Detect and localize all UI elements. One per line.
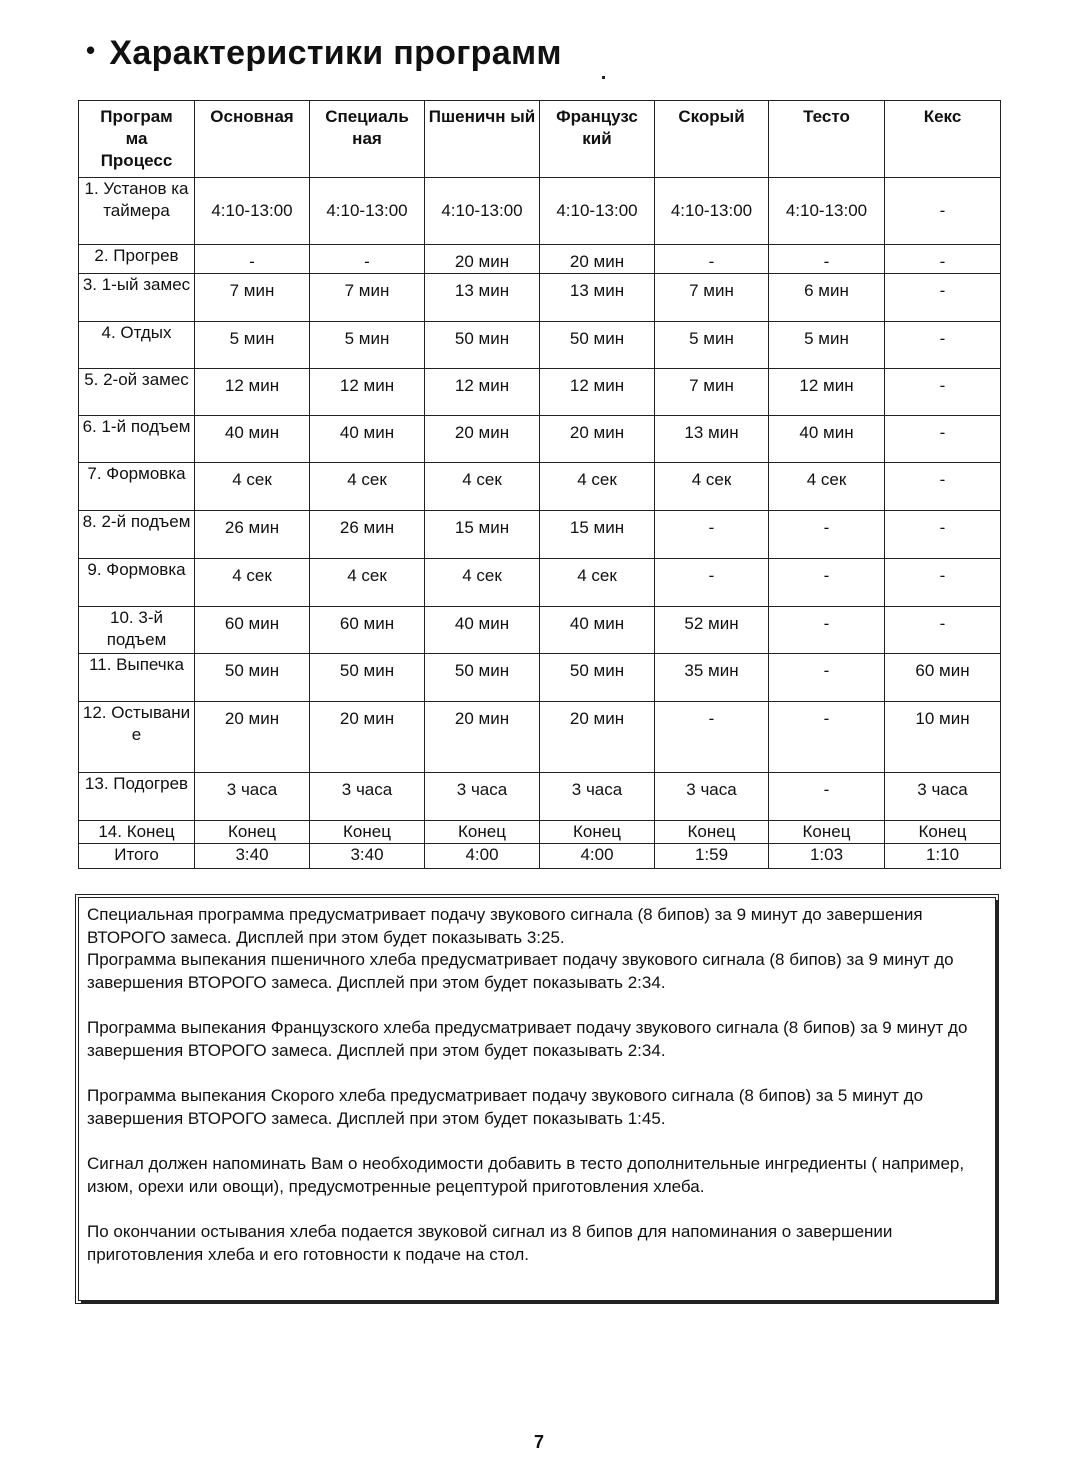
value-cell: 50 мин [310,654,425,702]
value-cell: - [769,511,885,559]
process-cell: 9. Формовка [79,559,195,607]
process-cell: 4. Отдых [79,322,195,369]
value-cell: 20 мин [425,245,540,274]
value-cell: - [885,274,1001,322]
value-cell: 40 мин [425,607,540,654]
value-cell: 15 мин [425,511,540,559]
value-cell: Конец [655,821,769,844]
value-cell: 40 мин [540,607,655,654]
value-cell: 7 мин [655,369,769,416]
stray-dot [602,76,605,79]
value-cell: - [885,559,1001,607]
value-cell: - [885,511,1001,559]
value-cell: 60 мин [195,607,310,654]
value-cell: 13 мин [655,416,769,463]
table-row [79,369,1001,416]
value-cell: 7 мин [310,274,425,322]
column-header: Пшеничн ый [425,101,540,178]
value-cell: 7 мин [655,274,769,322]
value-cell: Конец [310,821,425,844]
column-header: Французс кий [540,101,655,178]
value-cell: 20 мин [540,245,655,274]
process-cell: 10. 3-й подъем [79,607,195,654]
value-cell: 12 мин [195,369,310,416]
value-cell: 4:10-13:00 [195,178,310,245]
value-cell: 5 мин [310,322,425,369]
process-cell: 2. Прогрев [79,245,195,274]
value-cell: 4:10-13:00 [769,178,885,245]
value-cell: 50 мин [540,654,655,702]
page-title [86,34,562,73]
value-cell: 4:10-13:00 [540,178,655,245]
value-cell: Конец [769,821,885,844]
value-cell: 3 часа [425,773,540,821]
process-cell: 8. 2-й подъем [79,511,195,559]
table-row [79,245,1001,274]
value-cell: 12 мин [425,369,540,416]
value-cell: 60 мин [310,607,425,654]
note-paragraph: Программа выпекания пшеничного хлеба предусматривает подачу звукового сигнала (8 бипов) за 9 минут до завершения ВТОРОГО замеса. Дисплей при этом будет показывать 2:34. [87,950,954,992]
value-cell: 4 сек [195,463,310,511]
table-row [79,559,1001,607]
table-row [79,654,1001,702]
value-cell: 50 мин [425,322,540,369]
value-cell: 5 мин [655,322,769,369]
process-cell: 14. Конец [79,821,195,844]
value-cell: 20 мин [540,702,655,773]
value-cell: 12 мин [540,369,655,416]
value-cell: - [885,245,1001,274]
value-cell: 40 мин [195,416,310,463]
value-cell: - [195,245,310,274]
table-row [79,463,1001,511]
value-cell: - [769,607,885,654]
process-cell: 12. Остывани е [79,702,195,773]
table-row [79,702,1001,773]
value-cell: Конец [540,821,655,844]
value-cell: 4 сек [425,463,540,511]
value-cell: 4:00 [540,844,655,869]
value-cell: 12 мин [769,369,885,416]
value-cell: 3 часа [540,773,655,821]
page-number: 7 [534,1432,545,1452]
value-cell: 6 мин [769,274,885,322]
value-cell: - [655,245,769,274]
process-cell: 6. 1-й подъем [79,416,195,463]
value-cell: 20 мин [425,416,540,463]
value-cell: - [769,245,885,274]
value-cell: 3 часа [655,773,769,821]
value-cell: 10 мин [885,702,1001,773]
process-cell: 13. Подогрев [79,773,195,821]
value-cell: - [769,702,885,773]
note-paragraph: Сигнал должен напоминать Вам о необходимости добавить в тесто дополнительные ингредиенты ( например, изюм, орехи или овощи), предусмотренные рецептурой приготовления хлеба. [87,1154,965,1196]
value-cell: Конец [195,821,310,844]
value-cell: 4 сек [769,463,885,511]
value-cell: 4:00 [425,844,540,869]
table-row [79,511,1001,559]
value-cell: - [769,654,885,702]
process-cell: 11. Выпечка [79,654,195,702]
value-cell: - [769,773,885,821]
column-header: Скорый [655,101,769,178]
value-cell: 15 мин [540,511,655,559]
table-row [79,844,1001,869]
value-cell: 13 мин [540,274,655,322]
value-cell: 4 сек [425,559,540,607]
page-title-text: Характеристики программ [109,34,562,72]
value-cell: - [885,322,1001,369]
value-cell: 4 сек [540,559,655,607]
column-header: Кекс [885,101,1001,178]
note-paragraph: Программа выпекания Скорого хлеба предусматривает подачу звукового сигнала (8 бипов) за 5 минут до завершения ВТОРОГО замеса. Дисплей при этом будет показывать 1:45. [87,1086,924,1128]
value-cell: 4 сек [195,559,310,607]
value-cell: - [655,702,769,773]
table-row [79,416,1001,463]
value-cell: 26 мин [195,511,310,559]
value-cell: 1:59 [655,844,769,869]
corner-header [79,101,195,178]
column-header: Тесто [769,101,885,178]
value-cell: 35 мин [655,654,769,702]
value-cell: - [885,463,1001,511]
value-cell: - [885,178,1001,245]
value-cell: 4 сек [655,463,769,511]
value-cell: Конец [885,821,1001,844]
value-cell: 20 мин [425,702,540,773]
process-cell: 3. 1-ый замес [79,274,195,322]
value-cell: - [769,559,885,607]
process-cell: 7. Формовка [79,463,195,511]
value-cell: 26 мин [310,511,425,559]
value-cell: 3 часа [885,773,1001,821]
note-paragraph: Специальная программа предусматривает подачу звукового сигнала (8 бипов) за 9 минут до завершения ВТОРОГО замеса. Дисплей при этом будет показывать 3:25. [87,905,923,947]
value-cell: - [885,369,1001,416]
table-row [79,607,1001,654]
table-row [79,821,1001,844]
value-cell: 4 сек [310,559,425,607]
process-cell: Итого [79,844,195,869]
corner-program-label: Програм ма [100,107,173,148]
process-cell: 5. 2-ой замес [79,369,195,416]
table-row [79,773,1001,821]
value-cell: 20 мин [540,416,655,463]
value-cell: 3 часа [310,773,425,821]
note-paragraph: Программа выпекания Французского хлеба предусматривает подачу звукового сигнала (8 бипов) за 9 минут до завершения ВТОРОГО замеса. Дисплей при этом будет показывать 2:34. [87,1018,968,1060]
value-cell: 1:10 [885,844,1001,869]
value-cell: - [655,559,769,607]
value-cell: 3 часа [195,773,310,821]
value-cell: 4 сек [310,463,425,511]
note-paragraph: По окончании остывания хлеба подается звуковой сигнал из 8 бипов для напоминания о завершении приготовления хлеба и его готовности к подаче на стол. [87,1222,893,1264]
value-cell: 20 мин [310,702,425,773]
value-cell: 1:03 [769,844,885,869]
column-header: Специаль ная [310,101,425,178]
value-cell: 60 мин [885,654,1001,702]
notes-box [78,897,996,1301]
program-table [78,100,1001,869]
value-cell: 5 мин [769,322,885,369]
value-cell: 4:10-13:00 [310,178,425,245]
value-cell: 3:40 [195,844,310,869]
value-cell: 7 мин [195,274,310,322]
bullet-icon: • [86,35,96,65]
value-cell: 50 мин [425,654,540,702]
value-cell: - [885,416,1001,463]
value-cell: 52 мин [655,607,769,654]
corner-process-label: Процесс [100,151,173,170]
value-cell: - [655,511,769,559]
value-cell: 4 сек [540,463,655,511]
value-cell: 4:10-13:00 [655,178,769,245]
table-row [79,322,1001,369]
value-cell: - [310,245,425,274]
value-cell: Конец [425,821,540,844]
column-header: Основная [195,101,310,178]
table-row [79,178,1001,245]
value-cell: 40 мин [310,416,425,463]
value-cell: 20 мин [195,702,310,773]
value-cell: - [885,607,1001,654]
value-cell: 13 мин [425,274,540,322]
table-row [79,274,1001,322]
value-cell: 3:40 [310,844,425,869]
value-cell: 12 мин [310,369,425,416]
process-cell: 1. Установ ка таймера [79,178,195,245]
value-cell: 50 мин [540,322,655,369]
value-cell: 4:10-13:00 [425,178,540,245]
value-cell: 5 мин [195,322,310,369]
value-cell: 40 мин [769,416,885,463]
value-cell: 50 мин [195,654,310,702]
